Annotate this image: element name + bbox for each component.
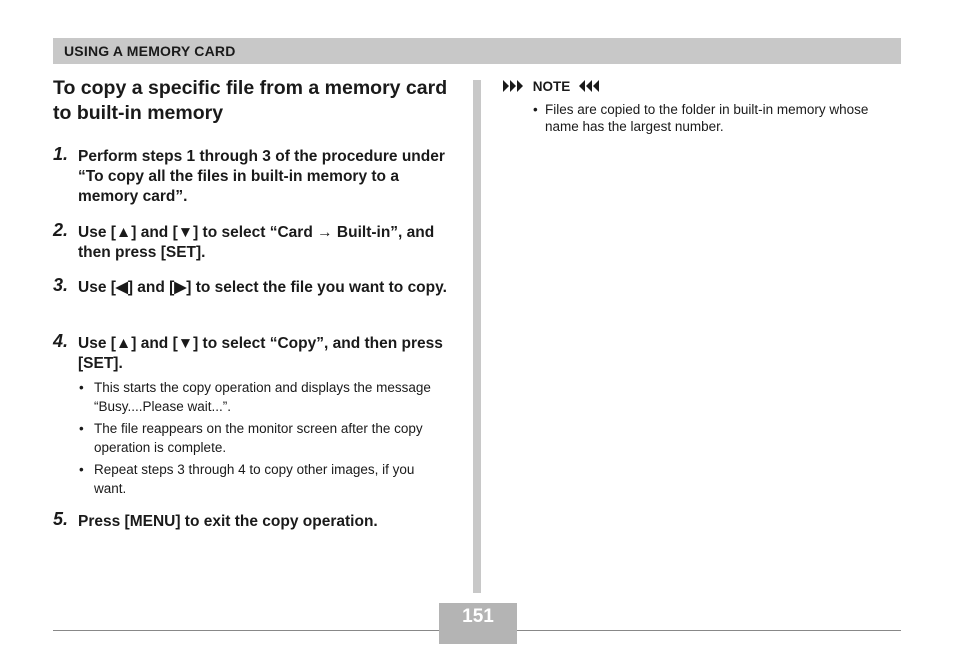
note-text: Files are copied to the folder in built-in memory whose name has the largest number. bbox=[545, 102, 869, 134]
page-number-tab bbox=[439, 603, 517, 644]
bullet-glyph: • bbox=[79, 421, 84, 436]
step-text: Use [◀] and [▶] to select the file you want to copy. bbox=[78, 279, 447, 296]
bullet-text: The file reappears on the monitor screen after the copy operation is complete. bbox=[94, 421, 423, 455]
step-text: Use [▲] and [▼] to select “Copy”, and then press [SET]. bbox=[78, 335, 443, 372]
page-number: 151 bbox=[462, 606, 494, 627]
bullet-text: This starts the copy operation and displays the message “Busy....Please wait...”. bbox=[94, 380, 431, 414]
step-text: Press [MENU] to exit the copy operation. bbox=[78, 513, 378, 530]
bullet-glyph: • bbox=[533, 102, 538, 117]
note-label: NOTE bbox=[532, 78, 571, 94]
step-number: 3. bbox=[53, 275, 69, 295]
step-number: 1. bbox=[53, 144, 69, 164]
note-arrows-left-icon bbox=[579, 80, 600, 92]
step-number: 5. bbox=[53, 509, 69, 529]
column-divider bbox=[473, 80, 481, 593]
step-text: Use [▲] and [▼] to select “Card → Built-in”, and then press [SET]. bbox=[78, 224, 435, 261]
note-arrows-right-icon bbox=[503, 80, 524, 92]
bullet-glyph: • bbox=[79, 380, 84, 395]
section-header-title: USING A MEMORY CARD bbox=[64, 43, 236, 59]
step-text: Perform steps 1 through 3 of the procedure under “To copy all the files in built-in memory to a memory card”. bbox=[78, 148, 445, 205]
step-number: 2. bbox=[53, 220, 69, 240]
step-number: 4. bbox=[53, 331, 69, 351]
page-title: To copy a specific file from a memory card to built-in memory bbox=[53, 77, 448, 124]
bullet-glyph: • bbox=[79, 462, 84, 477]
bullet-text: Repeat steps 3 through 4 to copy other images, if you want. bbox=[94, 462, 415, 496]
note-header bbox=[503, 78, 600, 94]
section-header-bar bbox=[53, 38, 901, 64]
